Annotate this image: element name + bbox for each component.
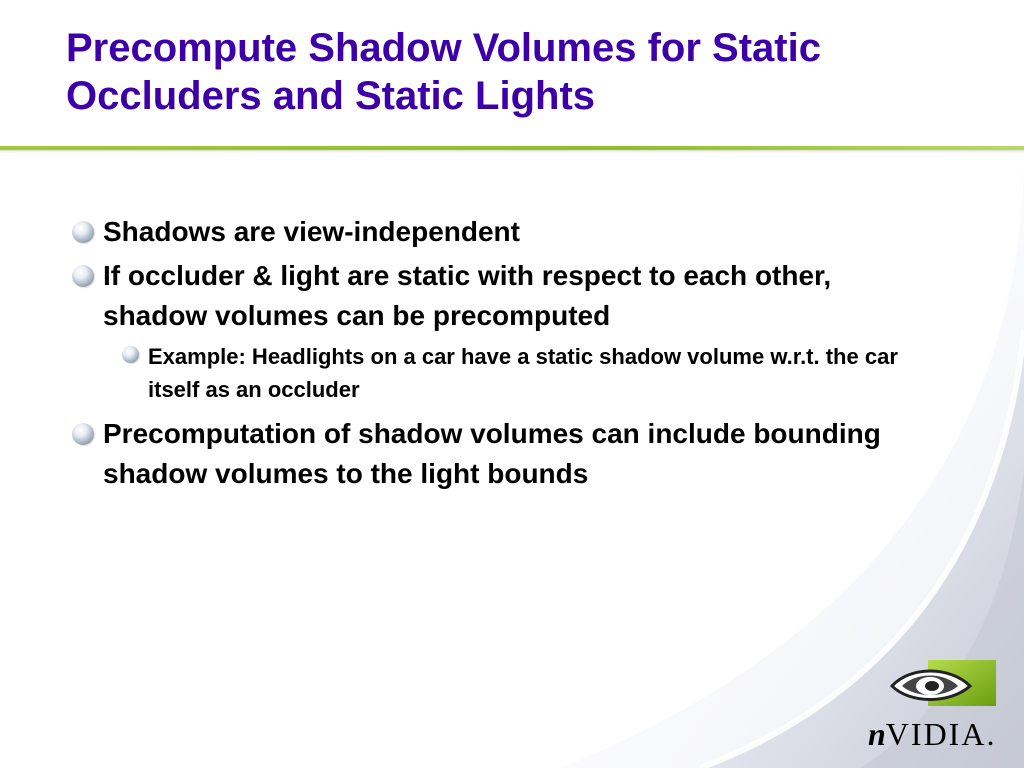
nvidia-logo: [858, 660, 1008, 752]
bullet-text: Shadows are view-independent: [103, 216, 520, 247]
bullet-orb-icon: [72, 265, 94, 287]
bullet-item: [70, 414, 930, 494]
wordmark-dot: .: [986, 716, 997, 752]
bullet-item: [70, 256, 930, 336]
sub-bullet-item: [70, 340, 930, 406]
bullet-text: If occluder & light are static with respect to each other, shadow volumes can be precomputed: [103, 260, 832, 331]
bullet-item: [70, 212, 930, 252]
bullet-orb-icon: [72, 423, 94, 445]
bullet-orb-icon: [72, 221, 94, 243]
sub-bullet-text: Example: Headlights on a car have a static shadow volume w.r.t. the car itself as an occluder: [148, 344, 898, 402]
sub-bullet-orb-icon: [122, 346, 139, 363]
title-divider-shadow: [0, 150, 1024, 153]
wordmark-vidia: VIDIA: [885, 716, 987, 752]
bullet-text: Precomputation of shadow volumes can include bounding shadow volumes to the light bounds: [103, 418, 881, 489]
wordmark-n: n: [868, 716, 886, 752]
nvidia-wordmark: [868, 716, 996, 752]
bullet-list: [70, 212, 930, 498]
slide-title: Precompute Shadow Volumes for Static Occluders and Static Lights: [66, 26, 821, 118]
nvidia-eye-icon: [888, 660, 998, 716]
